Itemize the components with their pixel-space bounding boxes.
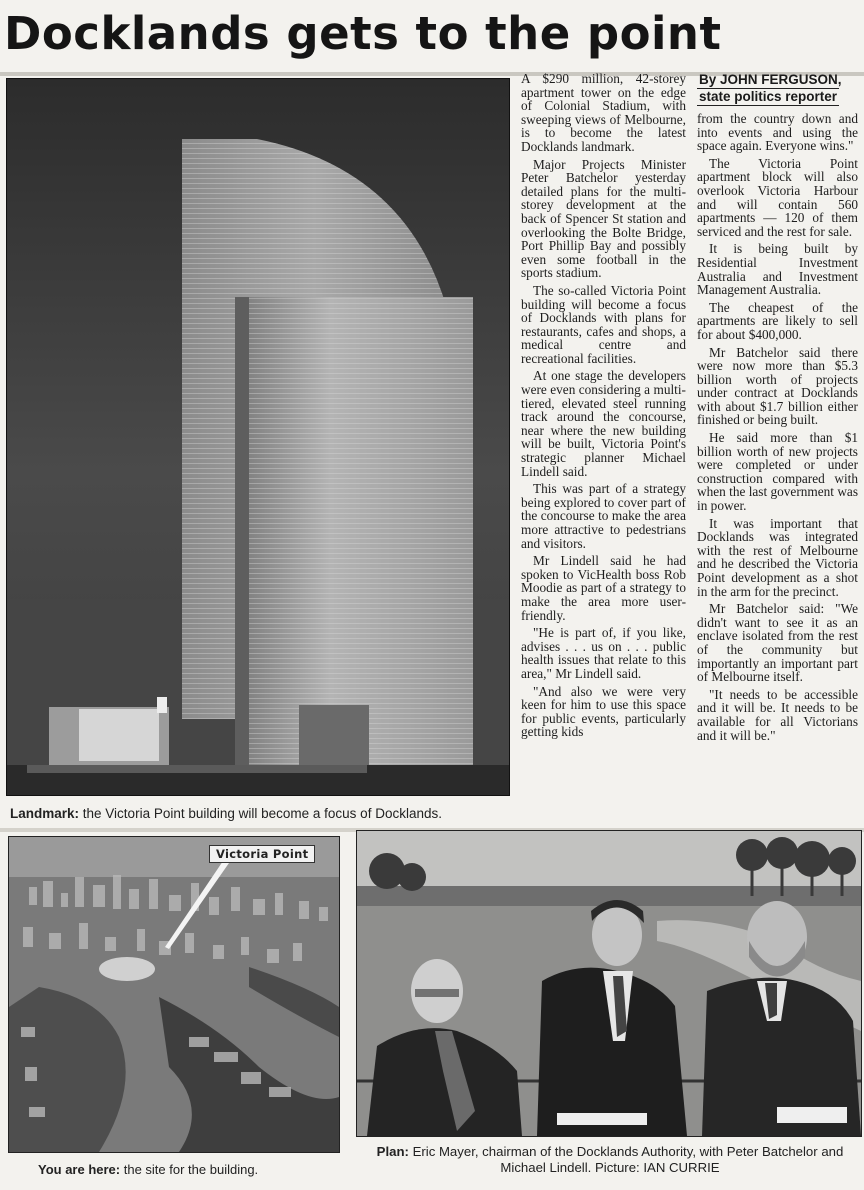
byline-author: By JOHN FERGUSON, bbox=[699, 72, 842, 87]
paragraph: He said more than $1 billion worth of new projects were completed or under construction compared with when the last government was in power. bbox=[697, 430, 858, 514]
tower-render-photo bbox=[6, 78, 510, 796]
paragraph: Mr Batchelor said: "We didn't want to see it as an enclave isolated from the rest of the community but importantly an important part of Melbourne itself. bbox=[697, 601, 858, 685]
aerial-caption-lead: You are here: bbox=[38, 1162, 121, 1177]
main-caption-lead: Landmark: bbox=[10, 806, 80, 821]
paragraph: "It needs to be accessible and it will be. It needs to be available for all Victorians and it will be." bbox=[697, 686, 858, 743]
paragraph: It was important that Docklands was integrated with the rest of Melbourne and he described the Victoria Point development as a shot in the arm for the precinct. bbox=[697, 515, 858, 599]
main-caption-text: the Victoria Point building will become a focus of Docklands. bbox=[79, 806, 442, 821]
group-caption-lead: Plan: bbox=[376, 1144, 409, 1159]
paragraph: Mr Batchelor said there were now more than $5.3 billion worth of projects under contract at Docklands with about $1.7 billion either finished or being built. bbox=[697, 344, 858, 428]
byline bbox=[697, 72, 858, 106]
aerial-caption-text: the site for the building. bbox=[120, 1162, 259, 1177]
paragraph: The cheapest of the apartments are likely to sell for about $400,000. bbox=[697, 299, 858, 342]
paragraph: It is being built by Residential Investment Australia and Investment Management Australia. bbox=[697, 241, 858, 298]
main-photo-caption bbox=[10, 806, 520, 821]
paragraph: Major Projects Minister Peter Batchelor yesterday detailed plans for the multi-storey development at the back of Spencer St station and overlooking the Bolte Bridge, Port Phillip Bay and possibly even some football in the sports stadium. bbox=[521, 156, 686, 281]
article-column-2 bbox=[697, 72, 858, 746]
group-photo-caption bbox=[360, 1144, 860, 1176]
paragraph: The Victoria Point apartment block will also overlook Victoria Harbour and will contain 560 apartments — 120 of them serviced and the rest for sale. bbox=[697, 155, 858, 239]
group-photo bbox=[356, 830, 862, 1137]
group-photo-illustration bbox=[357, 831, 861, 1136]
headline: Docklands gets to the point bbox=[4, 7, 722, 60]
paragraph: This was part of a strategy being explored to cover part of the concourse to make the area more attractive to pedestrians and visitors. bbox=[521, 481, 686, 551]
paragraph: At one stage the developers were even considering a multi-tiered, elevated steel running track around the concourse, near where the new building will be built, Victoria Point's strategic planner Michael Lindell said. bbox=[521, 368, 686, 479]
aerial-city-illustration bbox=[9, 837, 339, 1152]
paragraph: Mr Lindell said he had spoken to VicHealth boss Rob Moodie as part of a strategy to make the area more user-friendly. bbox=[521, 553, 686, 623]
paragraph: "And also we were very keen for him to use this space for public events, particularly getting kids bbox=[521, 683, 686, 740]
group-caption-text: Eric Mayer, chairman of the Docklands Authority, with Peter Batchelor and Michael Lindell. Picture: IAN CURRIE bbox=[408, 1144, 844, 1175]
aerial-city-photo bbox=[8, 836, 340, 1153]
paragraph: "He is part of, if you like, advises . . . us on . . . public health issues that relate to this area," Mr Lindell said. bbox=[521, 625, 686, 681]
paragraph: A $290 million, 42-storey apartment tower on the edge of Colonial Stadium, with sweeping views of Melbourne, is to become the latest Docklands landmark. bbox=[521, 71, 686, 154]
article-column-1 bbox=[521, 72, 686, 743]
tower-render-illustration bbox=[7, 79, 509, 795]
stadium-shape bbox=[99, 957, 155, 981]
victoria-point-label: Victoria Point bbox=[209, 845, 315, 863]
paragraph: from the country down and into events and using the space again. Everyone wins." bbox=[697, 111, 858, 154]
paragraph: The so-called Victoria Point building will become a focus of Docklands with plans for restaurants, cafes and shops, a medical centre and recreational facilities. bbox=[521, 282, 686, 366]
aerial-caption bbox=[38, 1162, 258, 1177]
byline-role: state politics reporter bbox=[699, 89, 838, 104]
